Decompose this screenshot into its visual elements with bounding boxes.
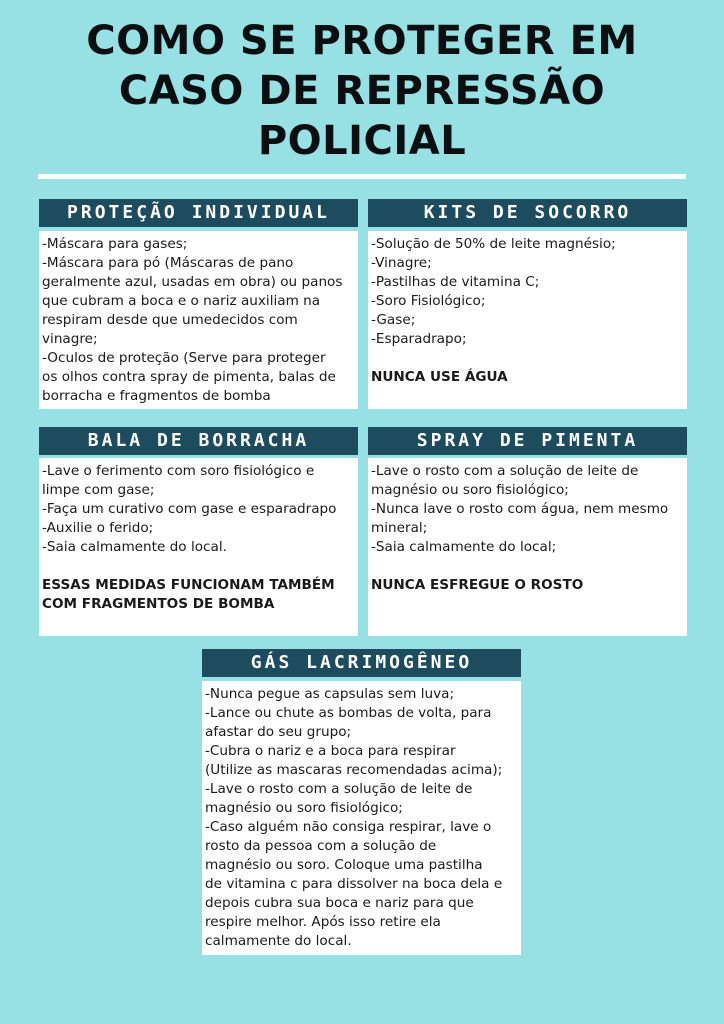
title-line-1: COMO SE PROTEGER EM [86,18,638,64]
protecao-line: -Máscara para pó (Máscaras de pano [42,255,294,271]
gas-lacrimogeneo-panel [202,681,521,955]
page-title [0,16,724,166]
spray-line: mineral; [371,520,428,536]
spray-de-pimenta-panel [368,458,687,636]
spray-line: -Saia calmamente do local; [371,539,557,555]
protecao-individual-panel [39,231,358,409]
protecao-line: borracha e fragmentos de bomba [42,388,271,404]
title-line-2: CASO DE REPRESSÃO [118,68,606,114]
kits-line: -Soro Fisiológico; [371,293,486,309]
gas-line: depois cubra sua boca e nariz para que [205,895,474,911]
protecao-line: geralmente azul, usadas em obra) ou panos [42,274,343,290]
protecao-line: -Máscara para gases; [42,236,188,252]
gas-line: -Lance ou chute as bombas de volta, para [205,705,492,721]
gas-line: calmamente do local. [205,933,352,949]
spray-line: -Nunca lave o rosto com água, nem mesmo [371,501,669,517]
gas-line: afastar do seu grupo; [205,724,352,740]
title-divider [38,174,686,179]
gas-lacrimogeneo-header: GÁS LACRIMOGÊNEO [202,649,521,677]
bala-line: -Lave o ferimento com soro fisiológico e [42,463,315,479]
spray-line: -Lave o rosto com a solução de leite de [371,463,639,479]
protecao-line: os olhos contra spray de pimenta, balas de [42,369,336,385]
kits-de-socorro-header: KITS DE SOCORRO [368,199,687,227]
kits-line: -Vinagre; [371,255,432,271]
protecao-line: vinagre; [42,331,98,347]
protecao-line: que cubram a boca e o nariz auxiliam na [42,293,321,309]
gas-line: -Lave o rosto com a solução de leite de [205,781,473,797]
spray-line: magnésio ou soro fisiológico; [371,482,569,498]
bala-line: -Auxilie o ferido; [42,520,154,536]
kits-line: -Solução de 50% de leite magnésio; [371,236,616,252]
gas-line: -Cubra o nariz e a boca para respirar [205,743,456,759]
gas-line: rosto da pessoa com a solução de [205,838,437,854]
spray-de-pimenta-header: SPRAY DE PIMENTA [368,427,687,455]
gas-line: respire melhor. Após isso retire ela [205,914,441,930]
gas-line: magnésio ou soro fisiológico; [205,800,403,816]
bala-de-borracha-panel [39,458,358,636]
gas-line: -Nunca pegue as capsulas sem luva; [205,686,455,702]
protecao-line: -Oculos de proteção (Serve para proteger [42,350,326,366]
bala-note: COM FRAGMENTOS DE BOMBA [42,596,275,612]
bala-line: -Saia calmamente do local. [42,539,227,555]
kits-de-socorro-panel [368,231,687,409]
spray-warning: NUNCA ESFREGUE O ROSTO [371,577,584,593]
kits-line: -Pastilhas de vitamina C; [371,274,540,290]
title-line-3: POLICIAL [257,118,467,164]
protecao-individual-header: PROTEÇÃO INDIVIDUAL [39,199,358,227]
gas-line: magnésio ou soro. Coloque uma pastilha [205,857,483,873]
bala-note: ESSAS MEDIDAS FUNCIONAM TAMBÉM [42,577,335,593]
kits-warning: NUNCA USE ÁGUA [371,369,508,385]
gas-line: (Utilize as mascaras recomendadas acima); [205,762,503,778]
gas-line: de vitamina c para dissolver na boca dela e [205,876,503,892]
bala-line: -Faça um curativo com gase e esparadrapo [42,501,337,517]
gas-line: -Caso alguém não consiga respirar, lave o [205,819,492,835]
protecao-line: respiram desde que umedecidos com [42,312,298,328]
kits-line: -Gase; [371,312,416,328]
kits-line: -Esparadrapo; [371,331,467,347]
bala-line: limpe com gase; [42,482,155,498]
bala-de-borracha-header: BALA DE BORRACHA [39,427,358,455]
